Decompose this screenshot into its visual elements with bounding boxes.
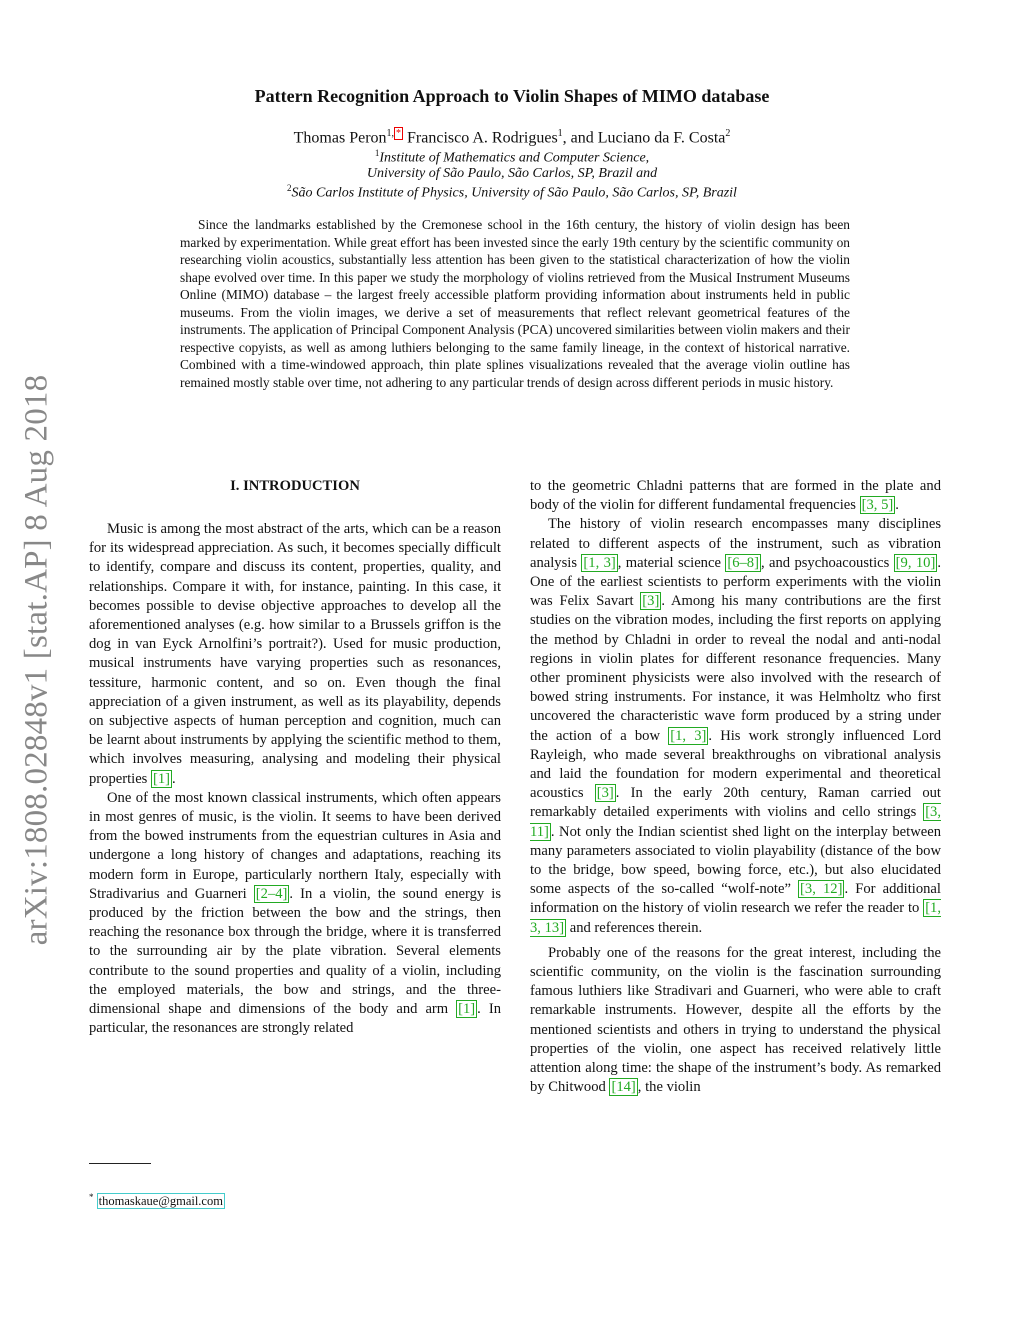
author-1: Thomas Peron — [293, 129, 387, 147]
footnote — [89, 1192, 225, 1209]
affiliation-line-2: University of São Paulo, São Carlos, SP, Brazil and — [366, 166, 658, 181]
author-2-affil: 1 — [557, 128, 563, 139]
right-column — [530, 477, 941, 1098]
citation-link[interactable]: [3, 12] — [800, 881, 843, 898]
citation-link[interactable]: [3, 11] — [530, 804, 941, 840]
footnote-divider — [89, 1163, 151, 1164]
citation-link[interactable]: [9, 10] — [895, 554, 936, 571]
author-3: , and Luciano da F. Costa — [562, 129, 726, 147]
arxiv-sidebar — [2, 350, 72, 970]
paragraph: One of the most known classical instruments, which often appears in most genres of music, is the violin. It seems to have been derived from the bowed instruments from the equestrian cultures in Asia and undergone a long history of changes and adaptations, reaching its modern form in Europe, particularly northern Italy, especially with Stradivarius and Guarneri [2–4] . In a violin, the sound energy is produced by the friction between the bow and the strings, then reaching the resonance box through the bridge, where it is transferred to the surrounding air by the plate vibration. Several elements contribute to the sound properties and quality of a violin, including the employed materials, the bow and strings, and the three-dimensional shape and dimensions of the body and arm [1] . In particular, the resonances are strongly related — [89, 789, 501, 1037]
arxiv-identifier: arXiv:1808.02848v1 [stat.AP] 8 Aug 2018 — [18, 374, 55, 946]
paragraph: Probably one of the reasons for the great interest, including the scientific community, on the violin is the fascination surrounding famous luthiers like Stradivari and Guarneri, who were able to craft remarkable instruments. However, despite all the efforts by the mentioned scientists and others in trying to understand the physical properties of the violin, one aspect has received relatively little attention along time: the shape of the instrument’s body. As remarked by Chitwood [14] , the violin — [530, 944, 941, 1096]
author-1-affil: 1, — [386, 128, 395, 139]
citation-link[interactable]: [1, 3] — [670, 727, 707, 744]
paragraph: to the geometric Chladni patterns that are formed in the plate and body of the violin for different fundamental frequencies [3, 5] . — [530, 478, 941, 514]
citation-link[interactable]: [1, 3] — [583, 554, 616, 571]
paragraph: The history of violin research encompasses many disciplines related to different aspects of the instrument, such as vibration analysis [1, 3] , material science [6–8] , and psychoacoustics [9, 10] . One of the earliest scientists to perform experiments with the violin was Felix Savart [3] . Among his many contributions are the first studies on the vibration modes, including the first reports on applying the method by Chladni in order to reveal the nodal and anti-nodal regions in violin plates for different resonance frequencies. Many other prominent physicists were also involved with the research of bowed string instruments. For instance, it was Helmholtz who first uncovered the characteristic wave form produced by a string under the action of a bow [1, 3] . His work strongly influenced Lord Rayleigh, who made several breakthroughs on vibrational analysis and laid the foundation for modern experimental and theoretical acoustics [3] . In the early 20th century, Raman carried out remarkably detailed experiments with violins and cello strings [3, 11] . Not only the Indian scientist shed light on the interplay between many parameters associated to violin playability (distance of the bow to the bridge, bow speed, bowing force, etc.), but also elucidated some aspects of the so-called “wolf-note” [3, 12] . For additional information on the history of violin research we refer the reader to [1, 3, 13] and references therein. — [530, 516, 942, 936]
author-2: Francisco A. Rodrigues — [403, 129, 558, 147]
author-3-affil: 2 — [725, 128, 731, 139]
citation-link[interactable]: [1] — [458, 1001, 476, 1018]
paragraph: Music is among the most abstract of the arts, which can be a reason for its widespread appreciation. As such, it becomes specially difficult to identify, compare and discuss its content, properties, quality, and relationships. Compare it with, for instance, painting. In this case, it becomes possible to devise objective approaches to develop all the aforementioned analyses (e.g. how similar to a Brussels griffon is the dog in van Eyck Arnolfini’s portrait?). Used for music production, musical instruments have varying properties such as resonances, tessiture, harmonic content, and so on. Even though the final appreciation of a given instrument, as well as its playability, depends on subjective aspects of human perception and cognition, much can be learnt about instruments by applying the scientific method to them, which involves measuring, analysing and modeling their physical properties [1] . — [89, 521, 501, 787]
abstract: Since the landmarks established by the Cremonese school in the 16th century, the history of violin design has been marked by experimentation. While great effort has been invested since the early 19th century by the scientific community on researching violin acoustics, substantially less attention has been given to the statistical characterization of how the violin shape evolved over time. In this paper we study the morphology of violins retrieved from the Musical Instrument Museums Online (MIMO) database – the largest freely accessible platform providing information about instruments held in public museums. From the violin images, we derive a set of measurements that reflect relevant geometrical features of the instruments. The application of Principal Component Analysis (PCA) uncovered similarities between violin makers and their respective copyists, as well as among luthiers belonging to the same family lineage, in the context of historical narrative. Combined with a time-windowed approach, thin plate splines visualizations revealed that the average violin outline has remained mostly stable over time, not adhering to any particular trends of design across different periods in music history. — [180, 217, 850, 390]
author-list — [0, 128, 1024, 147]
citation-link[interactable]: [2–4] — [255, 885, 288, 902]
affiliation-line-3: $^2$São Carlos Institute of Physics, University of São Paulo, São Carlos, SP, Brazil — [287, 183, 737, 201]
citation-link[interactable]: [1, 3, 13] — [530, 900, 941, 936]
citation-link[interactable]: [14] — [611, 1079, 636, 1096]
citation-link[interactable]: [3] — [596, 785, 614, 802]
citation-link[interactable]: [6–8] — [727, 554, 759, 571]
email-link[interactable]: thomaskaue@gmail.com — [98, 1194, 223, 1209]
affiliation-line-1: $^1$Institute of Mathematics and Computer Science, — [374, 148, 650, 166]
citation-link[interactable]: [3] — [642, 593, 660, 610]
footnote-link[interactable]: * — [396, 128, 402, 139]
section-heading: I. INTRODUCTION — [230, 478, 360, 494]
paper-title: Pattern Recognition Approach to Violin Shapes of MIMO database — [254, 86, 770, 106]
citation-link[interactable]: [3, 5] — [861, 497, 894, 514]
left-column — [89, 520, 501, 1038]
citation-link[interactable]: [1] — [153, 770, 171, 787]
footnote-mark: * — [89, 1192, 94, 1202]
